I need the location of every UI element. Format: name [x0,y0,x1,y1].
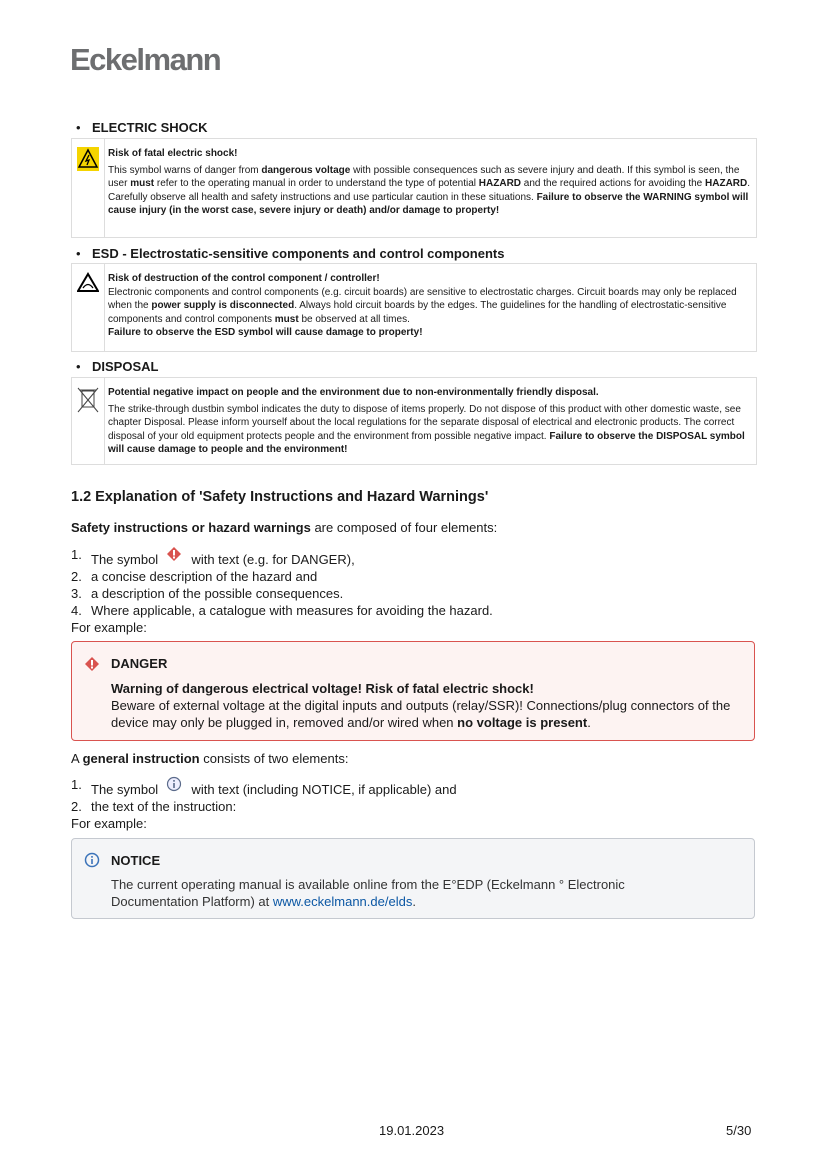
list-item [71,798,457,815]
text-segment: with possible consequences such as severe injury and death. If this symbol is seen, the user [108,164,740,189]
text-segment: Electronic components and control components (e.g. circuit boards) are sensitive to electrostatic charges. Circuit boards may only be replaced when the [108,286,737,311]
info-icon [166,776,182,792]
info-icon [84,852,100,868]
text-segment: no voltage is present [457,715,588,730]
text-segment: Risk of fatal electric shock! [108,148,238,159]
text-segment: Failure to observe the WARNING symbol will cause injury (in the worst case, severe injury or death) and/or damage to property! [108,191,749,216]
list-number: 2. [71,799,82,814]
text-segment: . [587,715,591,730]
danger-icon [84,656,100,672]
hazard-table [71,138,757,238]
list-item [71,602,493,619]
hazard-description [105,378,756,464]
list-number: 3. [71,586,82,601]
list-text: The symbol [91,552,162,567]
paragraph [108,403,752,457]
hazard-description [105,264,756,351]
bullet-heading-label: ESD - Electrostatic-sensitive components and control components [92,246,505,261]
bullet: • [76,359,81,374]
list-text: The symbol [91,782,162,797]
hazard-table [71,377,757,465]
bullet: • [76,120,81,135]
text-segment: A [71,751,83,766]
hazard-description [105,139,756,237]
bullet-heading [76,120,208,135]
list-text: a description of the possible consequences. [91,586,344,601]
hazard-table [71,263,757,352]
text-segment: This symbol warns of danger from [108,164,262,176]
list-number: 1. [71,547,82,562]
safety-elements-list [71,546,493,619]
paragraph [108,272,752,340]
text-segment: . Always hold circuit boards by the edges. The guidelines for the handling of electrostatic-sensitive components and control components [108,300,727,325]
bullet: • [76,246,81,261]
esd-warning-icon [72,264,105,351]
text-segment: are composed of four elements: [310,520,498,535]
list-item [71,776,457,798]
intro-text [71,519,497,536]
list-item [71,585,493,602]
paragraph [108,386,752,400]
notice-title: NOTICE [111,853,161,868]
eckelmann-elds-link[interactable]: www.eckelmann.de/elds [272,894,413,909]
list-text: with text (including NOTICE, if applicable) and [187,782,457,797]
text-segment: HAZARD [478,178,522,189]
list-text: Where applicable, a catalogue with measures for avoiding the hazard. [91,603,493,618]
text-segment: be observed at all times. [301,313,410,325]
eckelmann-logo: Eckelmann [70,42,221,77]
list-number: 4. [71,603,82,618]
section-heading: 1.2 Explanation of 'Safety Instructions and Hazard Warnings' [71,489,489,505]
page-number: 5/30 [726,1123,752,1138]
bullet-heading-label: DISPOSAL [92,359,159,374]
general-elements-list [71,776,457,815]
general-instruction-text [71,750,348,767]
crossed-dustbin-icon [72,378,105,464]
notice-body: The current operating manual is available online from the E°EDP (Eckelmann ° Electronic Documentation Platform) at [111,877,625,909]
footer-date: 19.01.2023 [379,1123,445,1138]
list-number: 1. [71,777,82,792]
text-segment: Safety instructions or hazard warnings [71,520,311,535]
danger-body [111,697,741,731]
list-item [71,546,493,568]
bullet-heading-label: ELECTRIC SHOCK [92,120,208,135]
text-segment: dangerous voltage [261,164,351,176]
text-segment: Potential negative impact on people and the environment due to non-environmentally friendly disposal. [108,387,599,398]
electric-shock-warning-icon [72,139,105,237]
notice-box [71,838,755,919]
paragraph [108,147,752,161]
text-segment: general instruction [82,751,200,766]
list-text: the text of the instruction: [91,799,237,814]
danger-box [71,641,755,741]
list-number: 2. [71,569,82,584]
text-segment: Failure to observe the ESD symbol will cause damage to property! [108,327,423,338]
text-segment: HAZARD [705,178,748,189]
list-item [71,568,493,585]
text-segment: Beware of external voltage at the digital inputs and outputs (relay/SSR)! Connections/plug connectors of the device may only be plugged in, removed and/or wired when [111,698,731,730]
text-segment: and the required actions for avoiding the [521,178,706,189]
text-segment: Risk of destruction of the control component / controller! [108,273,380,284]
list-text: with text (e.g. for DANGER), [187,552,355,567]
danger-title: DANGER [111,656,168,671]
text-segment: power supply is disconnected [151,300,295,311]
bullet-heading [76,246,504,261]
text-segment: refer to the operating manual in order to understand the type of potential [154,178,479,189]
text-segment: must [274,313,299,325]
text-segment: consists of two elements: [199,751,349,766]
text-segment: . Carefully observe all health and safety instructions and use particular caution in these situations. [108,178,751,203]
for-example-label-2: For example: [71,816,147,831]
paragraph [108,164,752,218]
text-segment: must [130,178,155,189]
notice-end: . [412,894,416,909]
danger-icon [166,546,182,562]
text-segment: The strike-through dustbin symbol indicates the duty to dispose of items properly. Do not dispose of this product with other domestic waste, see chapter Disposal. Please inform yourself about the local regulations for the separate disposal of electrical and electronic products. The correct disposal of your old equipment protects people and the environment from possible negative impact. [108,403,741,442]
list-text: a concise description of the hazard and [91,569,318,584]
danger-headline: Warning of dangerous electrical voltage! Risk of fatal electric shock! [111,681,534,696]
text-segment: Failure to observe the DISPOSAL symbol will cause damage to people and the environment! [108,430,745,455]
for-example-label: For example: [71,620,147,635]
bullet-heading [76,359,158,374]
